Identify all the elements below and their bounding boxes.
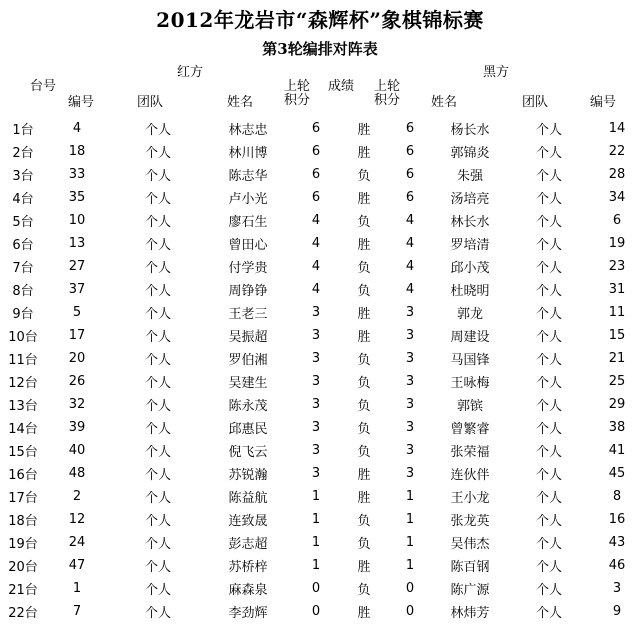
result-cell: 胜: [357, 468, 371, 483]
black-prev-points-cell: 3: [405, 374, 415, 389]
table-row: [0, 370, 640, 393]
black-name-cell: 陈百钢: [450, 560, 490, 575]
table-row: [0, 278, 640, 301]
result-cell: 负: [357, 399, 371, 414]
board-cell: 15台: [8, 445, 38, 460]
red-name-cell: 苏锐瀚: [228, 468, 268, 483]
black-team-cell: 个人: [535, 284, 562, 299]
header-black-name: 姓名: [430, 95, 457, 110]
red-number-cell: 35: [68, 190, 86, 205]
red-prev-points-cell: 3: [311, 420, 321, 435]
red-name-cell: 林志忠: [228, 123, 268, 138]
black-team-cell: 个人: [535, 353, 562, 368]
black-name-cell: 林长水: [450, 215, 490, 230]
black-team-cell: 个人: [535, 560, 562, 575]
table-row: [0, 163, 640, 186]
black-prev-points-cell: 3: [405, 397, 415, 412]
black-name-cell: 张荣福: [450, 445, 490, 460]
red-side-label: 红方: [176, 65, 203, 80]
header-black-prev-points: [362, 80, 412, 108]
red-team-cell: 个人: [144, 399, 171, 414]
red-name-cell: 吴振超: [228, 330, 268, 345]
black-prev-points-cell: 6: [405, 167, 415, 182]
black-number-cell: 41: [608, 443, 626, 458]
black-team-cell: 个人: [535, 261, 562, 276]
red-number-cell: 2: [72, 489, 82, 504]
red-number-cell: 5: [72, 305, 82, 320]
red-team-cell: 个人: [144, 445, 171, 460]
red-name-cell: 曾田心: [228, 238, 268, 253]
black-number-cell: 34: [608, 190, 626, 205]
red-number-cell: 32: [68, 397, 86, 412]
red-team-cell: 个人: [144, 606, 171, 621]
red-prev-points-cell: 1: [311, 558, 321, 573]
result-cell: 胜: [357, 330, 371, 345]
black-name-cell: 朱强: [456, 169, 483, 184]
black-team-cell: 个人: [535, 399, 562, 414]
red-number-cell: 20: [68, 351, 86, 366]
black-prev-points-cell: 3: [405, 351, 415, 366]
red-prev-points-cell: 4: [311, 236, 321, 251]
red-prev-points-cell: 6: [311, 121, 321, 136]
board-cell: 2台: [12, 146, 34, 161]
red-prev-points-cell: 3: [311, 351, 321, 366]
red-team-cell: 个人: [144, 330, 171, 345]
black-number-cell: 23: [608, 259, 626, 274]
table-row: [0, 531, 640, 554]
black-team-cell: 个人: [535, 583, 562, 598]
red-name-cell: 吴建生: [228, 376, 268, 391]
table-row: [0, 117, 640, 140]
black-name-cell: 杜晓明: [450, 284, 490, 299]
black-name-cell: 王咏梅: [450, 376, 490, 391]
black-prev-points-cell: 1: [405, 512, 415, 527]
black-prev-points-cell: 3: [405, 328, 415, 343]
table-row: [0, 416, 640, 439]
result-cell: 胜: [357, 560, 371, 575]
header-black-prev-points-line1: 上轮: [373, 79, 400, 94]
red-name-cell: 罗伯湘: [228, 353, 268, 368]
black-prev-points-cell: 0: [405, 604, 415, 619]
board-cell: 4台: [12, 192, 34, 207]
board-cell: 12台: [8, 376, 38, 391]
black-prev-points-cell: 6: [405, 190, 415, 205]
red-prev-points-cell: 0: [311, 604, 321, 619]
red-name-cell: 苏桥梓: [228, 560, 268, 575]
black-prev-points-cell: 4: [405, 282, 415, 297]
red-number-cell: 27: [68, 259, 86, 274]
red-prev-points-cell: 6: [311, 190, 321, 205]
table-row: [0, 508, 640, 531]
red-prev-points-cell: 3: [311, 374, 321, 389]
red-number-cell: 26: [68, 374, 86, 389]
red-team-cell: 个人: [144, 307, 171, 322]
header-result: 成绩: [327, 79, 354, 94]
red-number-cell: 40: [68, 443, 86, 458]
page-title: 2012年龙岩市“森辉杯”象棋锦标赛: [156, 8, 484, 32]
red-name-cell: 陈永茂: [228, 399, 268, 414]
red-name-cell: 付学贵: [228, 261, 268, 276]
board-cell: 14台: [8, 422, 38, 437]
result-cell: 胜: [357, 491, 371, 506]
red-name-cell: 周铮铮: [228, 284, 268, 299]
black-name-cell: 郭锦炎: [450, 146, 490, 161]
red-prev-points-cell: 4: [311, 213, 321, 228]
board-cell: 8台: [12, 284, 34, 299]
red-number-cell: 10: [68, 213, 86, 228]
black-number-cell: 9: [612, 604, 622, 619]
header-red-prev-points: [272, 80, 322, 108]
result-cell: 负: [357, 353, 371, 368]
black-number-cell: 28: [608, 167, 626, 182]
red-prev-points-cell: 3: [311, 328, 321, 343]
black-name-cell: 郭龙: [456, 307, 483, 322]
board-cell: 13台: [8, 399, 38, 414]
black-team-cell: 个人: [535, 169, 562, 184]
board-cell: 1台: [12, 123, 34, 138]
result-cell: 负: [357, 284, 371, 299]
black-prev-points-cell: 6: [405, 144, 415, 159]
black-name-cell: 周建设: [450, 330, 490, 345]
result-cell: 负: [357, 514, 371, 529]
black-name-cell: 郭镔: [456, 399, 483, 414]
red-name-cell: 李劲辉: [228, 606, 268, 621]
red-number-cell: 13: [68, 236, 86, 251]
board-cell: 18台: [8, 514, 38, 529]
table-row: [0, 393, 640, 416]
header-black-number: 编号: [589, 95, 616, 110]
red-team-cell: 个人: [144, 169, 171, 184]
red-name-cell: 陈益航: [228, 491, 268, 506]
result-cell: 负: [357, 261, 371, 276]
result-cell: 胜: [357, 238, 371, 253]
red-team-cell: 个人: [144, 468, 171, 483]
red-number-cell: 24: [68, 535, 86, 550]
black-prev-points-cell: 3: [405, 305, 415, 320]
board-cell: 16台: [8, 468, 38, 483]
red-number-cell: 47: [68, 558, 86, 573]
board-cell: 22台: [8, 606, 38, 621]
black-number-cell: 19: [608, 236, 626, 251]
black-prev-points-cell: 1: [405, 535, 415, 550]
page-subtitle: 第3轮编排对阵表: [262, 40, 378, 58]
board-cell: 20台: [8, 560, 38, 575]
board-cell: 9台: [12, 307, 34, 322]
black-prev-points-cell: 1: [405, 489, 415, 504]
red-prev-points-cell: 6: [311, 144, 321, 159]
red-name-cell: 卢小光: [228, 192, 268, 207]
red-name-cell: 廖石生: [228, 215, 268, 230]
black-name-cell: 林炜芳: [450, 606, 490, 621]
red-team-cell: 个人: [144, 261, 171, 276]
header-black-team: 团队: [521, 95, 548, 110]
header-red-name: 姓名: [226, 95, 253, 110]
red-name-cell: 陈志华: [228, 169, 268, 184]
red-prev-points-cell: 4: [311, 259, 321, 274]
black-number-cell: 25: [608, 374, 626, 389]
black-number-cell: 8: [612, 489, 622, 504]
red-prev-points-cell: 1: [311, 489, 321, 504]
red-prev-points-cell: 0: [311, 581, 321, 596]
red-prev-points-cell: 1: [311, 512, 321, 527]
red-team-cell: 个人: [144, 491, 171, 506]
header-red-prev-points-line1: 上轮: [283, 79, 310, 94]
red-team-cell: 个人: [144, 215, 171, 230]
result-cell: 负: [357, 169, 371, 184]
table-row: [0, 209, 640, 232]
header-red-team: 团队: [136, 95, 163, 110]
red-name-cell: 林川博: [228, 146, 268, 161]
result-cell: 负: [357, 583, 371, 598]
black-prev-points-cell: 4: [405, 236, 415, 251]
board-cell: 21台: [8, 583, 38, 598]
black-name-cell: 吴伟杰: [450, 537, 490, 552]
red-number-cell: 1: [72, 581, 82, 596]
black-number-cell: 22: [608, 144, 626, 159]
black-prev-points-cell: 3: [405, 443, 415, 458]
red-name-cell: 倪飞云: [228, 445, 268, 460]
black-name-cell: 张龙英: [450, 514, 490, 529]
black-name-cell: 杨长水: [450, 123, 490, 138]
black-prev-points-cell: 3: [405, 466, 415, 481]
table-row: [0, 232, 640, 255]
red-team-cell: 个人: [144, 560, 171, 575]
black-number-cell: 3: [612, 581, 622, 596]
result-cell: 负: [357, 376, 371, 391]
header-red-number: 编号: [67, 95, 94, 110]
black-number-cell: 38: [608, 420, 626, 435]
red-prev-points-cell: 4: [311, 282, 321, 297]
board-cell: 7台: [12, 261, 34, 276]
black-side-label: 黑方: [482, 65, 509, 80]
red-team-cell: 个人: [144, 422, 171, 437]
black-team-cell: 个人: [535, 376, 562, 391]
red-team-cell: 个人: [144, 238, 171, 253]
black-number-cell: 45: [608, 466, 626, 481]
black-prev-points-cell: 0: [405, 581, 415, 596]
red-number-cell: 4: [72, 121, 82, 136]
pairing-rows: [0, 117, 640, 623]
result-cell: 胜: [357, 146, 371, 161]
table-row: [0, 186, 640, 209]
red-name-cell: 邱惠民: [228, 422, 268, 437]
table-row: [0, 439, 640, 462]
result-cell: 负: [357, 422, 371, 437]
header-board: 台号: [29, 79, 56, 94]
table-row: [0, 324, 640, 347]
black-name-cell: 马国锋: [450, 353, 490, 368]
board-cell: 11台: [8, 353, 38, 368]
table-row: [0, 140, 640, 163]
black-team-cell: 个人: [535, 146, 562, 161]
table-row: [0, 255, 640, 278]
black-name-cell: 汤培亮: [450, 192, 490, 207]
black-name-cell: 罗培清: [450, 238, 490, 253]
black-team-cell: 个人: [535, 468, 562, 483]
table-row: [0, 301, 640, 324]
red-team-cell: 个人: [144, 353, 171, 368]
red-team-cell: 个人: [144, 284, 171, 299]
red-number-cell: 39: [68, 420, 86, 435]
board-cell: 19台: [8, 537, 38, 552]
red-number-cell: 37: [68, 282, 86, 297]
result-cell: 胜: [357, 307, 371, 322]
red-prev-points-cell: 3: [311, 305, 321, 320]
table-row: [0, 577, 640, 600]
table-row: [0, 485, 640, 508]
black-number-cell: 11: [608, 305, 626, 320]
red-team-cell: 个人: [144, 146, 171, 161]
black-number-cell: 6: [612, 213, 622, 228]
header-black-prev-points-line2: 积分: [373, 93, 400, 108]
table-row: [0, 347, 640, 370]
black-prev-points-cell: 1: [405, 558, 415, 573]
red-team-cell: 个人: [144, 192, 171, 207]
black-name-cell: 陈广源: [450, 583, 490, 598]
red-number-cell: 7: [72, 604, 82, 619]
result-cell: 负: [357, 445, 371, 460]
black-number-cell: 31: [608, 282, 626, 297]
red-prev-points-cell: 3: [311, 397, 321, 412]
black-number-cell: 16: [608, 512, 626, 527]
black-prev-points-cell: 6: [405, 121, 415, 136]
table-row: [0, 554, 640, 577]
header-red-prev-points-line2: 积分: [283, 93, 310, 108]
red-name-cell: 王老三: [228, 307, 268, 322]
red-team-cell: 个人: [144, 537, 171, 552]
black-team-cell: 个人: [535, 215, 562, 230]
board-cell: 6台: [12, 238, 34, 253]
black-prev-points-cell: 3: [405, 420, 415, 435]
black-name-cell: 王小龙: [450, 491, 490, 506]
board-cell: 3台: [12, 169, 34, 184]
board-cell: 10台: [8, 330, 38, 345]
result-cell: 胜: [357, 123, 371, 138]
black-team-cell: 个人: [535, 192, 562, 207]
red-name-cell: 彭志超: [228, 537, 268, 552]
black-number-cell: 15: [608, 328, 626, 343]
black-name-cell: 邱小茂: [450, 261, 490, 276]
black-number-cell: 14: [608, 121, 626, 136]
black-number-cell: 43: [608, 535, 626, 550]
result-cell: 负: [357, 215, 371, 230]
black-team-cell: 个人: [535, 330, 562, 345]
red-number-cell: 48: [68, 466, 86, 481]
black-team-cell: 个人: [535, 307, 562, 322]
red-prev-points-cell: 3: [311, 443, 321, 458]
red-prev-points-cell: 6: [311, 167, 321, 182]
red-name-cell: 连致晟: [228, 514, 268, 529]
result-cell: 胜: [357, 606, 371, 621]
red-team-cell: 个人: [144, 123, 171, 138]
pairing-table: [0, 117, 640, 623]
table-row: [0, 600, 640, 623]
red-prev-points-cell: 3: [311, 466, 321, 481]
black-team-cell: 个人: [535, 606, 562, 621]
black-number-cell: 21: [608, 351, 626, 366]
black-name-cell: 连伙伴: [450, 468, 490, 483]
black-team-cell: 个人: [535, 491, 562, 506]
board-cell: 5台: [12, 215, 34, 230]
red-team-cell: 个人: [144, 514, 171, 529]
red-number-cell: 18: [68, 144, 86, 159]
result-cell: 胜: [357, 192, 371, 207]
table-row: [0, 462, 640, 485]
black-team-cell: 个人: [535, 123, 562, 138]
black-prev-points-cell: 4: [405, 259, 415, 274]
red-number-cell: 17: [68, 328, 86, 343]
board-cell: 17台: [8, 491, 38, 506]
black-number-cell: 29: [608, 397, 626, 412]
black-number-cell: 46: [608, 558, 626, 573]
red-prev-points-cell: 1: [311, 535, 321, 550]
black-team-cell: 个人: [535, 445, 562, 460]
black-name-cell: 曾繁睿: [450, 422, 490, 437]
black-prev-points-cell: 4: [405, 213, 415, 228]
red-name-cell: 麻森泉: [228, 583, 268, 598]
black-team-cell: 个人: [535, 514, 562, 529]
black-team-cell: 个人: [535, 238, 562, 253]
red-team-cell: 个人: [144, 583, 171, 598]
red-number-cell: 12: [68, 512, 86, 527]
black-team-cell: 个人: [535, 422, 562, 437]
result-cell: 负: [357, 537, 371, 552]
red-number-cell: 33: [68, 167, 86, 182]
black-team-cell: 个人: [535, 537, 562, 552]
red-team-cell: 个人: [144, 376, 171, 391]
